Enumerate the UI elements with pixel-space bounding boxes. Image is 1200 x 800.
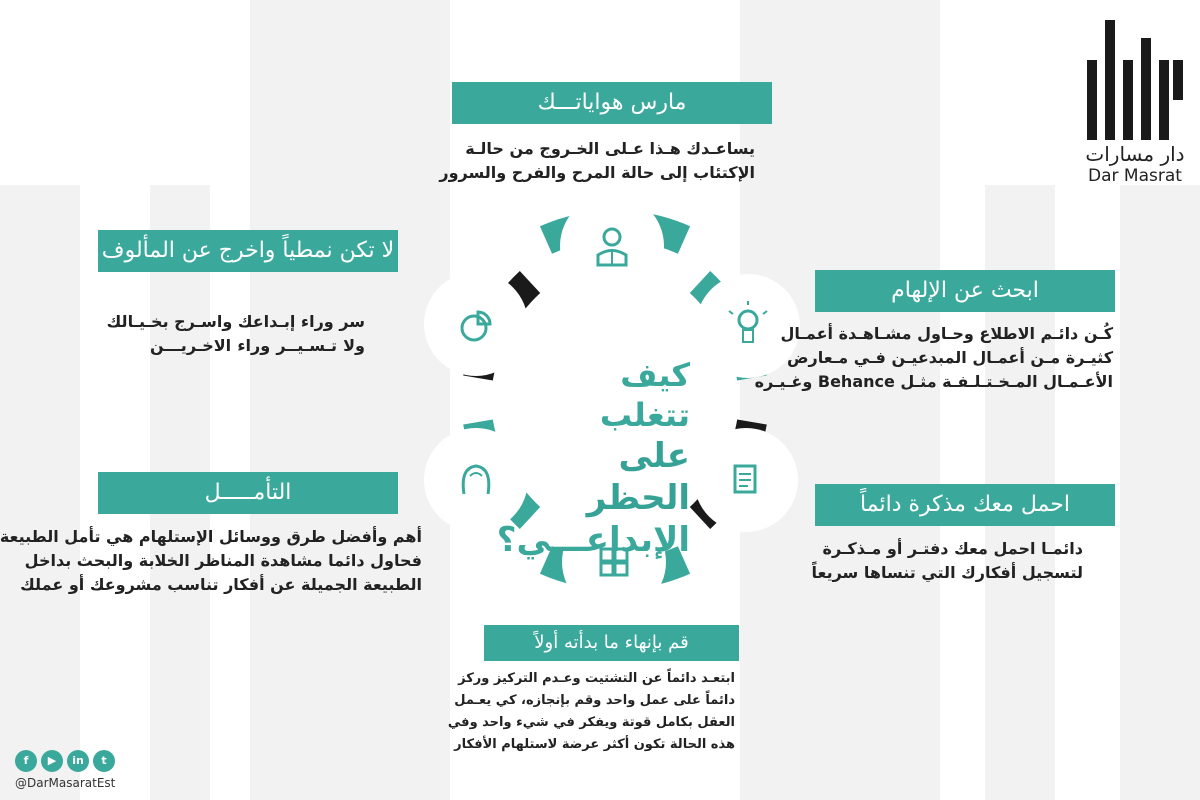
tip-inspiration-line: الأعـمـال المـخـتـلـفـة مثـل Behance وغـيـره [754,372,1113,391]
page-title [496,355,690,561]
tip-finish-line: دائماً على عمل واحد وقم بإنجازه، كي يعـمل [454,693,735,708]
title-line-3: الإبداعـــي؟ [496,520,690,560]
tip-notebook-heading: احمل معك مذكرة دائماً [815,484,1115,526]
tip-finish-line: هذه الحالة تكون أكثر عرضة لاستلهام الأفكار [454,737,735,752]
linkedin-icon[interactable]: in [67,750,89,772]
tip-finish-line: العقل بكامل قوتة ويفكر في شيء واحد وفي [447,715,735,730]
pie-chart-icon [424,272,528,376]
tip-contemplation-line: الطبيعة الجميلة عن أفكار تناسب مشروعك أو عملك [20,575,422,594]
tip-inspiration-line: كُـن دائـم الاطلاع وحـاول مشـاهـدة أعمـال [780,324,1113,343]
social-links [15,750,115,772]
tip-finish-line: ابتعـد دائماً عن التشتيت وعـدم التركيز وركز [458,671,735,686]
social-handle: @DarMasaratEst [15,776,116,790]
head-icon [424,428,528,532]
tip-notebook-line: لتسجيل أفكارك التي تنساها سريعاً [811,563,1083,582]
twitter-icon[interactable]: t [93,750,115,772]
tip-inspiration-heading: ابحث عن الإلهام [815,270,1115,312]
tip-routine-line: سر وراء إبـداعك واسـرج بخـيـالك [106,312,365,331]
tip-hobbies-heading: مارس هواياتـــك [452,82,772,124]
brand-name-ar: دار مسارات [1085,142,1185,166]
tip-inspiration-body [754,322,1113,394]
facebook-icon[interactable]: f [15,750,37,772]
youtube-icon[interactable]: ▶ [41,750,63,772]
person-icon [560,194,664,298]
notepad-icon [694,428,798,532]
tip-hobbies-line: الإكتئاب إلى حالة المرح والفرح والسرور [439,163,755,182]
tip-notebook-line: دائمـا احمل معك دفتـر أو مـذكـرة [822,539,1083,558]
tip-inspiration-line: كثيـرة مـن أعمـال المبدعيـن فـي مـعارض [787,348,1113,367]
tip-notebook-body [811,537,1083,585]
tip-routine-line: ولا تـسـيــر وراء الاخـريـــن [150,336,365,355]
tip-finish-body [447,668,735,756]
title-line-2: على الحظر [586,436,690,518]
tip-routine-heading: لا تكن نمطياً واخرج عن المألوف [98,230,398,272]
tip-hobbies-body [439,137,755,185]
tip-contemplation-line: أهم وأفضل طرق ووسائل الإستلهام هي تأمل الطبيعة [0,527,422,546]
tip-contemplation-heading: التأمـــــل [98,472,398,514]
tip-contemplation-body [0,525,422,597]
brand-name-en: Dar Masrat [1088,166,1182,186]
title-line-1: كيف تتغلب [599,356,690,434]
tip-finish-heading: قم بإنهاء ما بدأته أولاً [484,625,739,661]
tip-contemplation-line: فحاول دائما مشاهدة المناظر الخلابة والبحث بداخل [24,551,422,570]
tip-routine-body [106,310,365,358]
tip-hobbies-line: يساعـدك هـذا عـلى الخـروج من حالـة [465,139,755,158]
